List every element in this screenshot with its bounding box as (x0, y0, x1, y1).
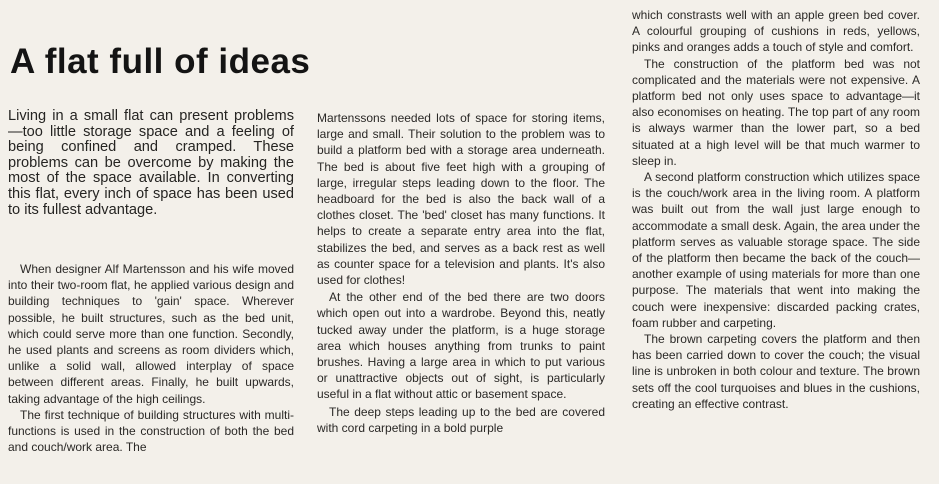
column-2 (317, 110, 605, 436)
body-paragraph: When designer Alf Martensson and his wife moved into their two-room flat, he applied various design and building techniques to 'gain' space. Wherever possible, he built structures, such as the bed unit, which could serve more than one function. Secondly, he used plants and screens as room dividers which, unlike a solid wall, allowed interplay of space between different areas. Finally, he built upwards, taking advantage of the high ceilings. (8, 262, 294, 406)
article-title: A flat full of ideas (10, 42, 311, 81)
body-paragraph: Martenssons needed lots of space for storing items, large and small. Their solution to the problem was to build a platform bed with a storage area underneath. The bed is about five feet high with a grouping of large, irregular steps leading down to the floor. The headboard for the bed is also the back wall of a clothes closet. The 'bed' closet has many functions. It helps to create a separate entry area into the flat, stabilizes the bed, and serves as a back rest as well as counter space for a television and plants. It's also used for clothes! (317, 111, 605, 288)
lead-paragraph (8, 109, 294, 218)
column-3 (632, 7, 920, 412)
body-paragraph: The first technique of building structures with multi-functions is used in the construction of both the bed and couch/work area. The (8, 407, 294, 455)
body-paragraph: At the other end of the bed there are two doors which open out into a wardrobe. Beyond this, neatly tucked away under the platform, is a huge storage area which houses anything from trunks to paint brushes. Having a large area in which to put various or unattractive objects out of sight, is particularly useful in a flat without attic or basement space. (317, 290, 605, 402)
body-paragraph: A second platform construction which utilizes space is the couch/work area in the living room. A platform was built out from the wall just large enough to accommodate a small desk. Again, the area under the platform serves as valuable storage space. The side of the platform then became the back of the couch—another example of using materials for more than one purpose. The materials that went into making the couch were inexpensive: discarded packing crates, foam rubber and carpeting. (632, 170, 920, 330)
lead-text: Living in a small flat can present problems—too little storage space and a feeling of being confined and cramped. These problems can be overcome by making the most of the space available. In converting this flat, every inch of space has been used to its fullest advantage. (8, 108, 294, 218)
column-1 (8, 261, 294, 455)
body-paragraph: The construction of the platform bed was not complicated and the materials were not expensive. A platform bed not only uses space to advantage—it also economises on heating. The top part of any room is always warmer than the lower part, so a bed situated at a high level will be that much warmer to sleep in. (632, 56, 920, 168)
body-paragraph: The deep steps leading up to the bed are covered with cord carpeting in a bold purple (317, 404, 605, 435)
body-paragraph: which constrasts well with an apple green bed cover. A colourful grouping of cushions in reds, yellows, pinks and oranges adds a touch of style and comfort. (632, 8, 920, 55)
body-paragraph: The brown carpeting covers the platform and then has been carried down to cover the couch; the visual line is unbroken in both colour and texture. The brown sets off the cool turquoises and blues in the cushions, creating an effective contrast. (632, 332, 920, 411)
